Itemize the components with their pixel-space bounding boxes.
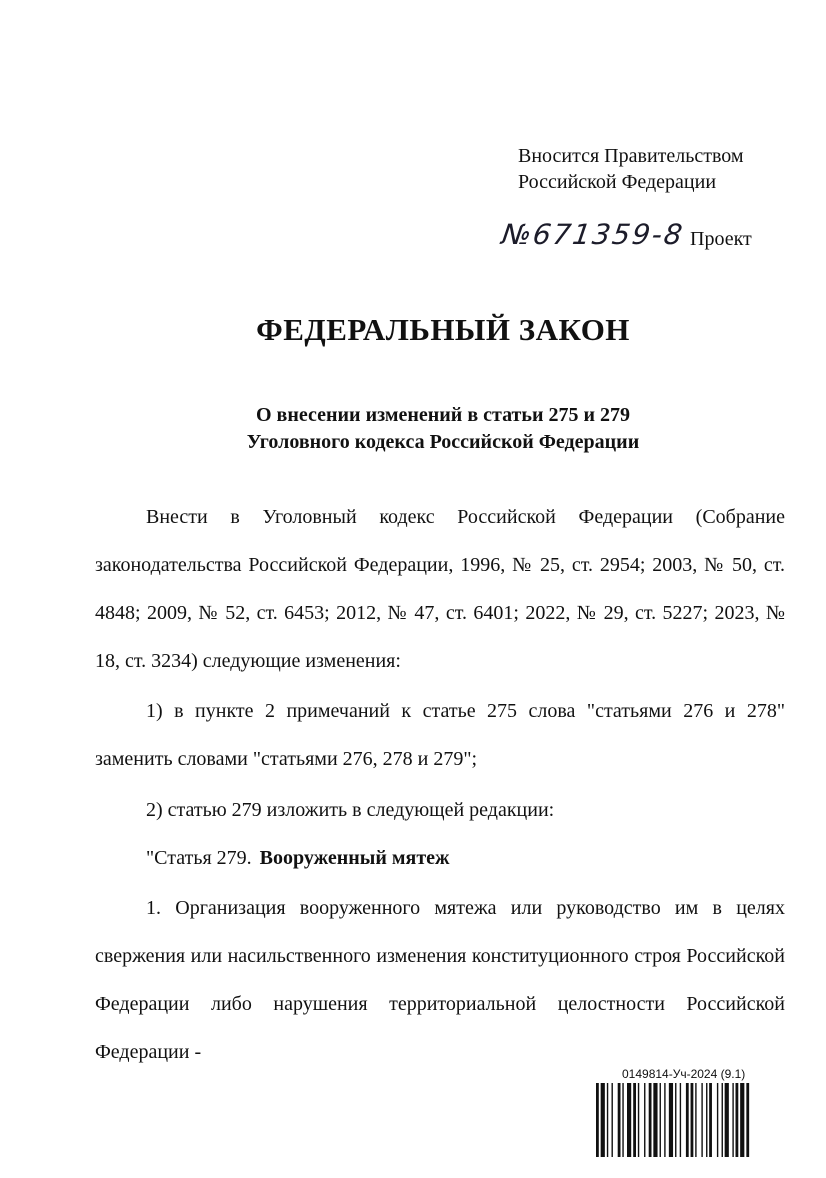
barcode-icon	[596, 1083, 786, 1157]
clause1-block	[95, 884, 785, 1076]
intro-paragraph: Внести в Уголовный кодекс Российской Федерации (Собрание законодательства Российской Федерации, 1996, № 25, ст. 2954; 2003, № 50, ст. 4848; 2009, № 52, ст. 6453; 2012, № 47, ст. 6401; 2022, № 29, ст. 5227; 2023, № 18, ст. 3234) следующие изменения:	[95, 506, 785, 672]
law-subtitle-line1: О внесении изменений в статьи 275 и 279	[256, 404, 630, 426]
submitted-by-line2: Российской Федерации	[518, 171, 717, 193]
amendment-item-1: 1) в пункте 2 примечаний к статье 275 слова "статьями 276 и 278" заменить словами "статьями 276, 278 и 279";	[95, 700, 785, 770]
draft-label: Проект	[690, 228, 752, 250]
item1-block	[95, 687, 785, 783]
submitted-by-line1: Вносится Правительством	[518, 145, 744, 167]
law-subtitle	[0, 402, 826, 456]
document-code: 0149814-Уч-2024 (9.1)	[622, 1067, 746, 1081]
article-number: "Статья 279.	[146, 847, 252, 869]
amendment-item-2: 2) статью 279 изложить в следующей редакции:	[146, 799, 555, 821]
article-name: Вооруженный мятеж	[259, 847, 450, 869]
handwritten-registration-number: №671359-8	[499, 218, 687, 251]
item2-block	[95, 786, 785, 834]
law-title: ФЕДЕРАЛЬНЫЙ ЗАКОН	[256, 312, 630, 347]
article-clause-1: 1. Организация вооруженного мятежа или руководство им в целях свержения или насильственного изменения конституционного строя Российской Федерации либо нарушения территориальной целостности Российской Федерации -	[95, 897, 785, 1063]
article-heading	[146, 834, 450, 882]
intro-block	[95, 493, 785, 685]
submitted-by-block	[518, 143, 744, 195]
law-subtitle-line2: Уголовного кодекса Российской Федерации	[246, 431, 640, 453]
